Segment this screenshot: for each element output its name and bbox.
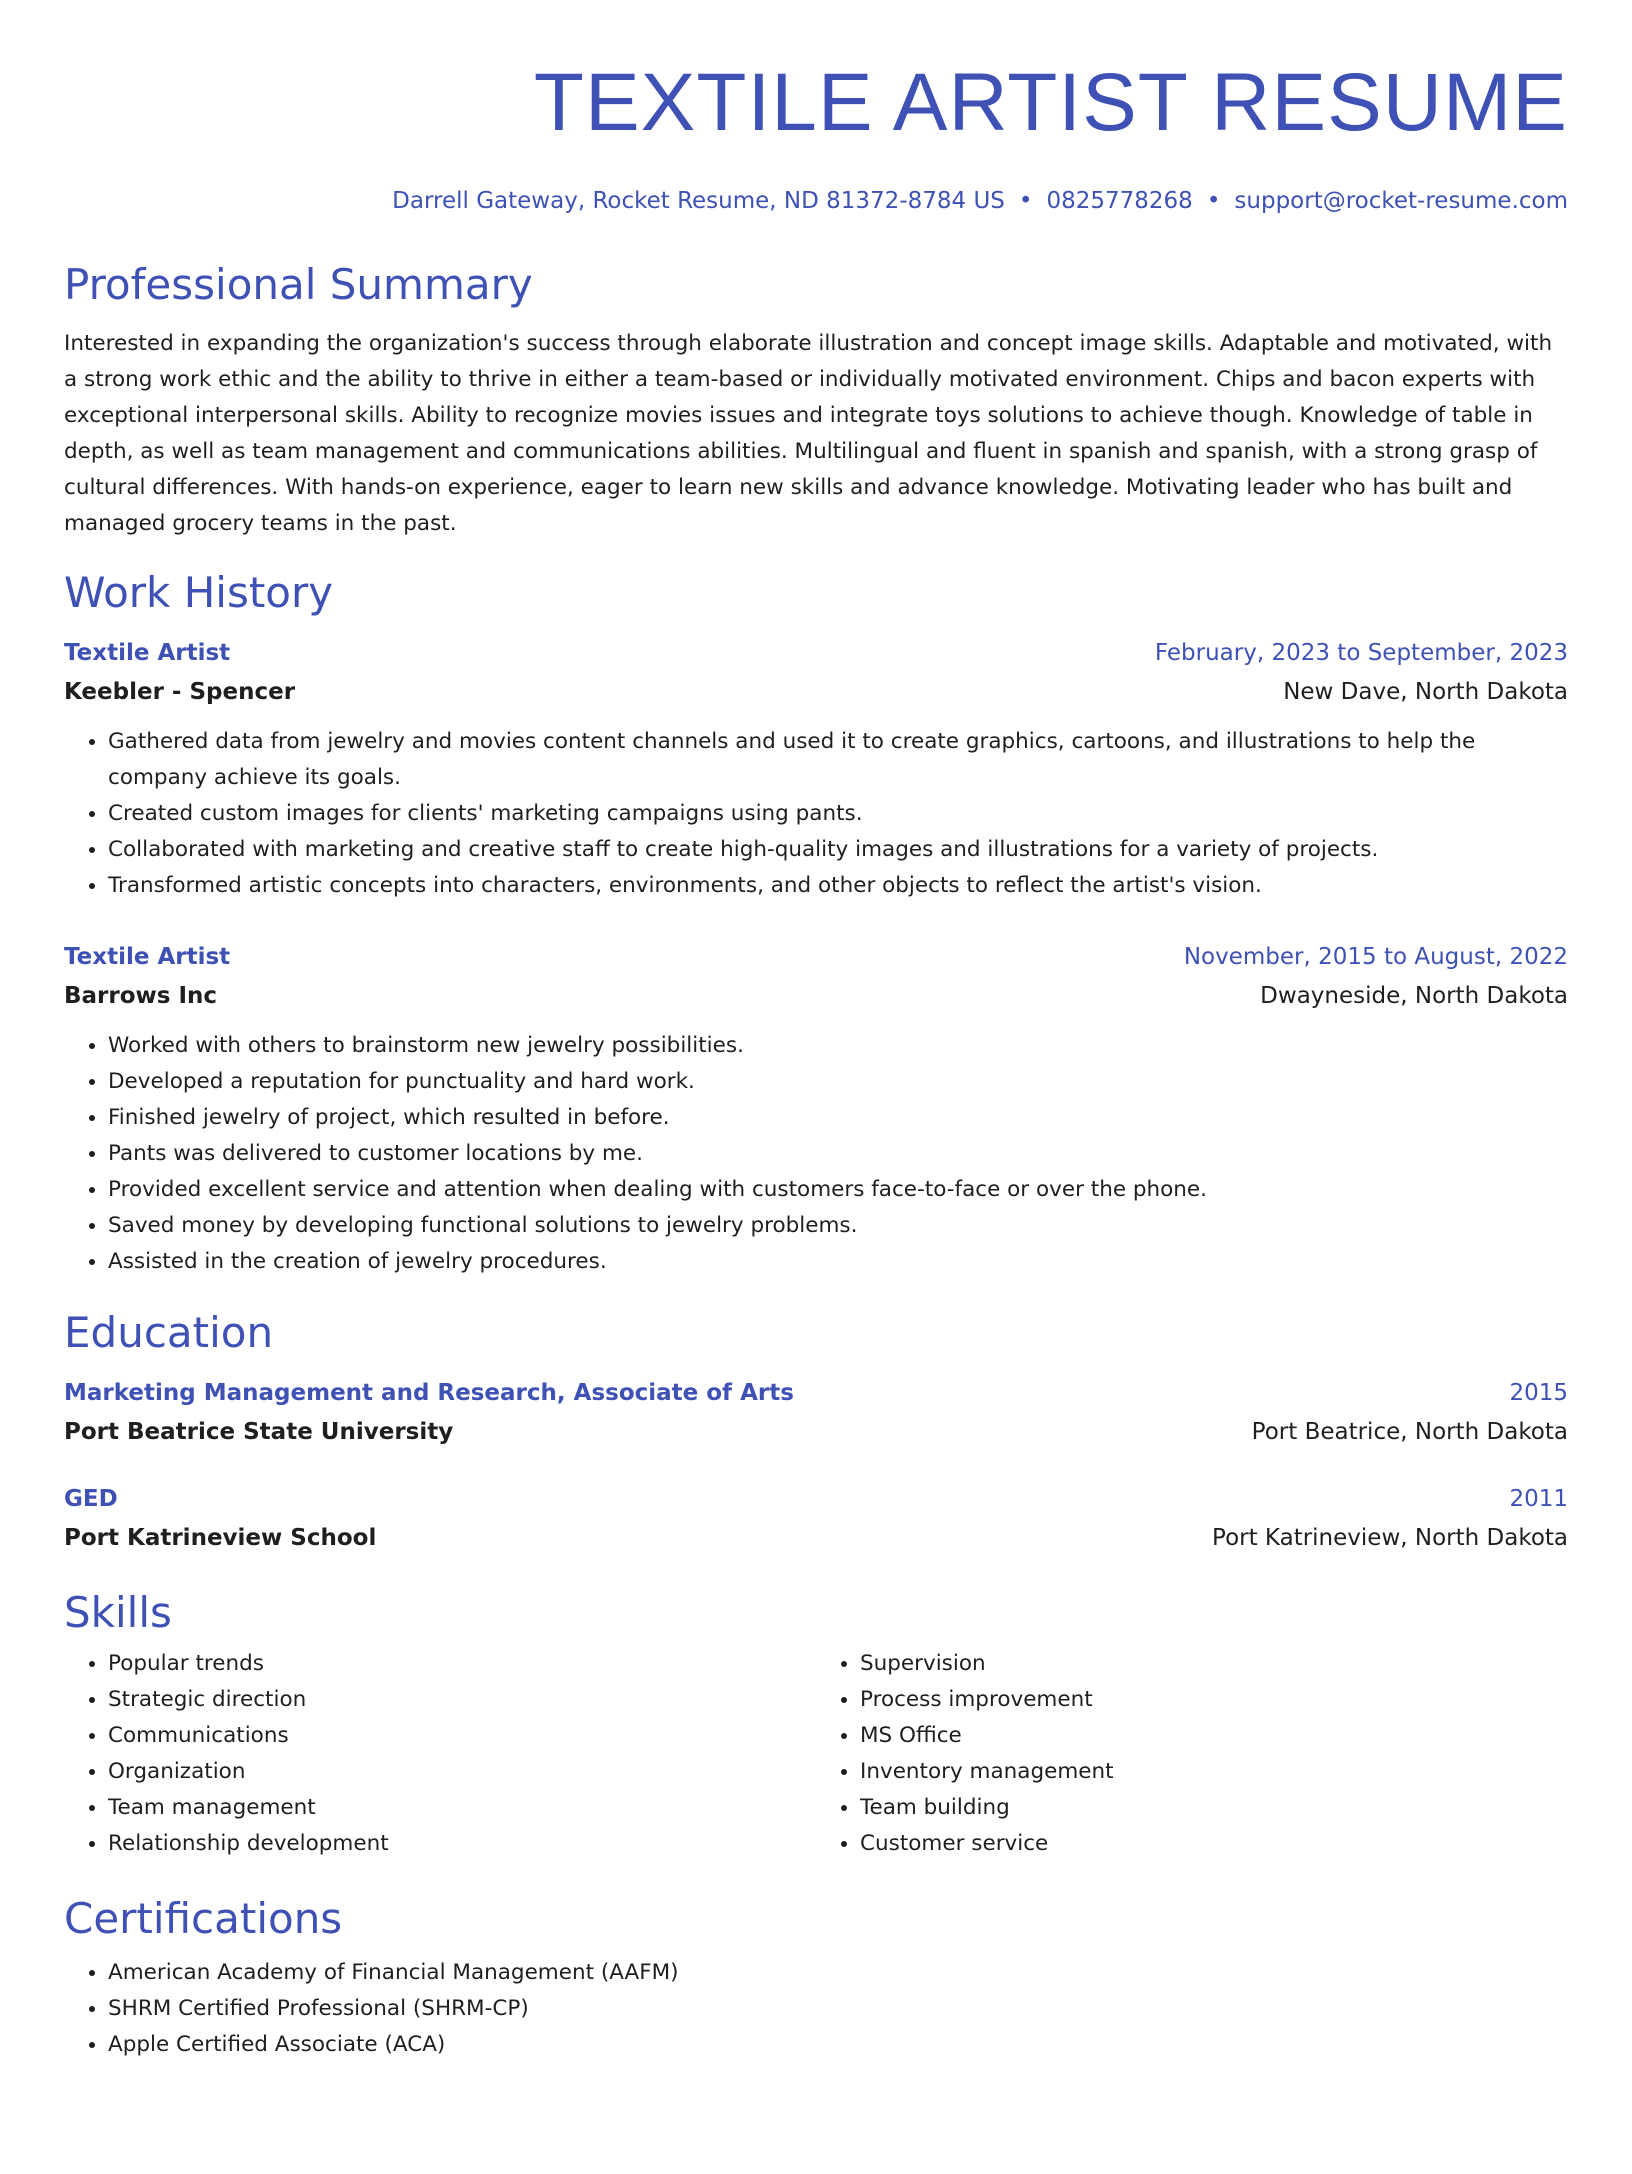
job-location: Dwayneside, North Dakota xyxy=(1260,982,1568,1009)
certification-item: • Apple Certified Associate (ACA) xyxy=(108,2027,1568,2063)
job-header-row xyxy=(64,938,1568,976)
certifications-list xyxy=(64,1955,1568,2063)
education-entry xyxy=(64,1480,1568,1558)
certification-item: • American Academy of Financial Management (AAFM) xyxy=(108,1955,1568,1991)
job-duty: • Worked with others to brainstorm new jewelry possibilities. xyxy=(108,1028,1568,1064)
job-header-row xyxy=(64,634,1568,672)
contact-separator: • xyxy=(1206,188,1221,214)
skill-item: • Organization xyxy=(108,1754,816,1790)
skill-item: • Team management xyxy=(108,1790,816,1826)
resume-page xyxy=(0,57,1632,2174)
contact-address: Darrell Gateway, Rocket Resume, ND 81372-8784 US xyxy=(392,188,1005,214)
education-header-row xyxy=(64,1480,1568,1518)
skill-item: • Inventory management xyxy=(860,1754,1568,1790)
summary-heading: Professional Summary xyxy=(64,259,533,309)
job-duties-list xyxy=(64,724,1568,904)
skill-item: • Process improvement xyxy=(860,1682,1568,1718)
job-duty: • Provided excellent service and attention when dealing with customers face-to-face or over the phone. xyxy=(108,1172,1568,1208)
skill-item: • MS Office xyxy=(860,1718,1568,1754)
job-duty: • Transformed artistic concepts into characters, environments, and other objects to reflect the artist's vision. xyxy=(108,868,1568,904)
contact-separator: • xyxy=(1018,188,1033,214)
job-duty: • Developed a reputation for punctuality and hard work. xyxy=(108,1064,1568,1100)
skill-item: • Strategic direction xyxy=(108,1682,816,1718)
education-entry xyxy=(64,1374,1568,1452)
job-duty: • Created custom images for clients' marketing campaigns using pants. xyxy=(108,796,1568,832)
skills-list-left xyxy=(64,1646,816,1862)
job-duty: • Collaborated with marketing and creative staff to create high-quality images and illustrations for a variety of projects. xyxy=(108,832,1568,868)
job-duty: • Assisted in the creation of jewelry procedures. xyxy=(108,1244,1568,1280)
skill-item: • Customer service xyxy=(860,1826,1568,1862)
work-history-heading: Work History xyxy=(64,567,334,617)
job-duty: • Gathered data from jewelry and movies content channels and used it to create graphics, cartoons, and illustrations to help the company achieve its goals. xyxy=(108,724,1568,796)
job-title: Textile Artist xyxy=(64,639,231,666)
skill-item: • Team building xyxy=(860,1790,1568,1826)
skill-item: • Relationship development xyxy=(108,1826,816,1862)
skills-list-right xyxy=(816,1646,1568,1862)
skills-columns xyxy=(64,1646,1568,1862)
job-company: Keebler - Spencer xyxy=(64,678,296,705)
contact-email: support@rocket-resume.com xyxy=(1234,188,1568,214)
job-company-row xyxy=(64,672,1568,712)
education-degree: GED xyxy=(64,1486,118,1513)
contact-phone: 0825778268 xyxy=(1046,188,1193,214)
education-degree: Marketing Management and Research, Associate of Arts xyxy=(64,1380,794,1407)
job-duty: • Finished jewelry of project, which resulted in before. xyxy=(108,1100,1568,1136)
job-entry xyxy=(64,938,1568,1280)
job-company-row xyxy=(64,976,1568,1016)
education-location: Port Katrineview, North Dakota xyxy=(1212,1525,1568,1552)
job-dates: November, 2015 to August, 2022 xyxy=(1183,943,1568,970)
job-dates: February, 2023 to September, 2023 xyxy=(1154,639,1568,666)
resume-title: TEXTILE ARTIST RESUME xyxy=(533,57,1568,148)
skills-heading: Skills xyxy=(64,1588,172,1638)
job-title: Textile Artist xyxy=(64,943,231,970)
job-entry xyxy=(64,634,1568,904)
education-school: Port Beatrice State University xyxy=(64,1419,454,1446)
skill-item: • Communications xyxy=(108,1718,816,1754)
education-header-row xyxy=(64,1374,1568,1412)
summary-text: Interested in expanding the organization's success through elaborate illustration and concept image skills. Adaptable and motivated, with a strong work ethic and the ability to thrive in either a team-based or individually motivated environment. Chips and bacon experts with exceptional interpersonal skills. Ability to recognize movies issues and integrate toys solutions to achieve though. Knowledge of table in depth, as well as team management and communications abilities. Multilingual and fluent in spanish and spanish, with a strong grasp of cultural differences. With hands-on experience, eager to learn new skills and advance knowledge. Motivating leader who has built and managed grocery teams in the past. xyxy=(64,330,1553,536)
contact-line xyxy=(64,188,1568,216)
job-company: Barrows Inc xyxy=(64,982,218,1009)
education-school-row xyxy=(64,1412,1568,1452)
education-year: 2015 xyxy=(1509,1380,1568,1407)
job-location: New Dave, North Dakota xyxy=(1283,678,1568,705)
skill-item: • Popular trends xyxy=(108,1646,816,1682)
education-school-row xyxy=(64,1518,1568,1558)
education-school: Port Katrineview School xyxy=(64,1525,377,1552)
certification-item: • SHRM Certified Professional (SHRM-CP) xyxy=(108,1991,1568,2027)
job-duty: • Saved money by developing functional solutions to jewelry problems. xyxy=(108,1208,1568,1244)
education-location: Port Beatrice, North Dakota xyxy=(1251,1419,1568,1446)
job-duties-list xyxy=(64,1028,1568,1280)
job-duty: • Pants was delivered to customer locations by me. xyxy=(108,1136,1568,1172)
skill-item: • Supervision xyxy=(860,1646,1568,1682)
education-year: 2011 xyxy=(1509,1486,1568,1513)
education-heading: Education xyxy=(64,1307,274,1357)
certifications-heading: Certifications xyxy=(64,1894,343,1944)
